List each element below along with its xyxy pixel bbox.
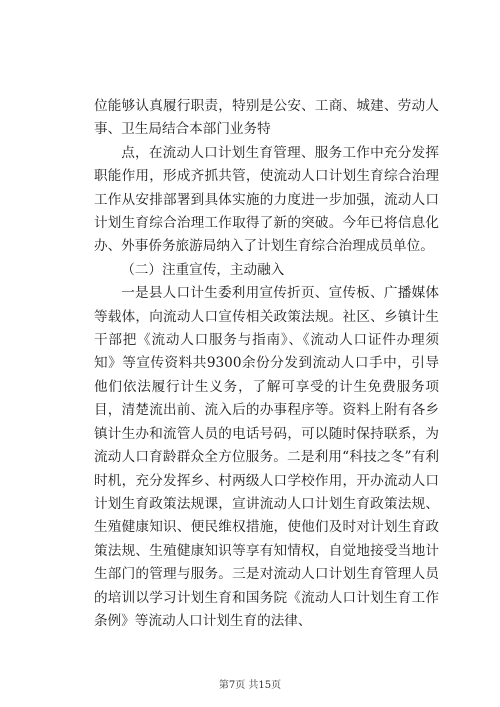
- page-footer: 第7页 共15页: [218, 680, 282, 691]
- paragraph-2: 点，在流动人口计划生育管理、服务工作中充分发挥职能作用，形成齐抓共管，使流动人口计划生育综合治理工作从安排部署到具体实施的力度进一步加强，流动人口计划生育综合治理工作取得了新的突破。今年已将信息化办、外事侨务旅游局纳入了计划生育综合治理成员单位。: [94, 144, 439, 255]
- section-heading: （二）注重宣传，主动融入: [121, 261, 285, 278]
- document-body: [94, 95, 439, 633]
- paragraph-1: 位能够认真履行职责，特别是公安、工商、城建、劳动人事、卫生局结合本部门业务特: [94, 98, 439, 138]
- paragraph-3: 一是县人口计生委利用宣传折页、宣传板、广播媒体等载体，向流动人口宣传相关政策法规。社区、乡镇计生干部把《流动人口服务与指南》、《流动人口证件办理须知》等宣传资料共9300余份分发到流动人口手中，引导他们依法履行计生义务，了解可享受的计生免费服务项目，清楚流出前、流入后的办事程序等。资料上附有各乡镇计生办和流管人员的电话号码，可以随时保持联系，为流动人口育龄群众全方位服务。二是利用“科技之冬”有利时机，充分发挥乡、村两级人口学校作用，开办流动人口计划生育政策法规课，宣讲流动人口计划生育政策法规、生殖健康知识、便民维权措施，使他们及时对计划生育政策法规、生殖健康知识等享有知情权，自觉地接受当地计生部门的管理与服务。三是对流动人口计划生育管理人员的培训以学习计划生育和国务院《流动人口计划生育工作条例》等流动人口计划生育的法律、: [94, 285, 439, 629]
